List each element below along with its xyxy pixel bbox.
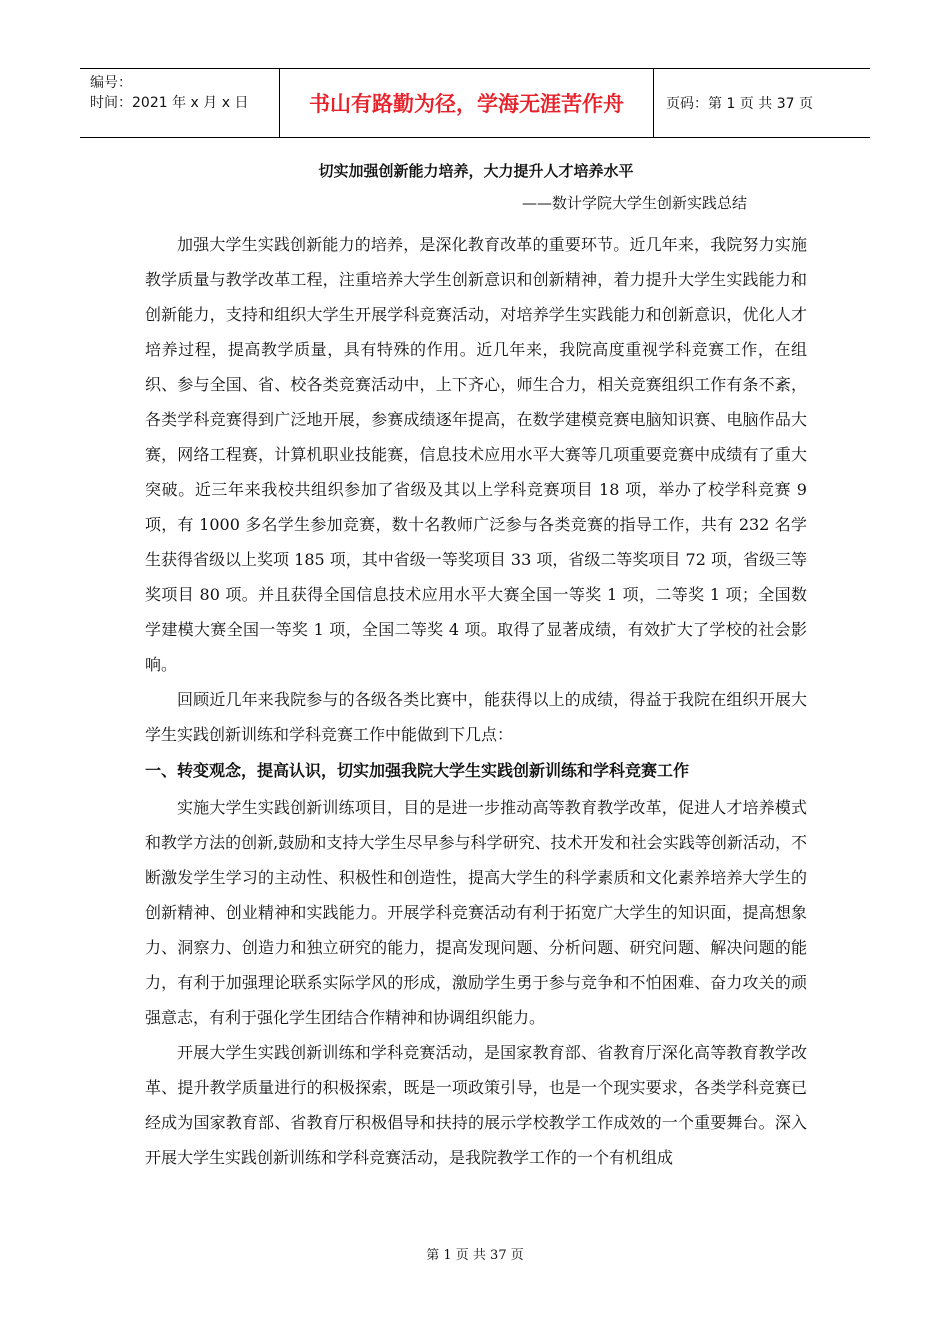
document-header [80,68,870,138]
document-subtitle: ——数计学院大学生创新实践总结 [521,194,747,212]
paragraph: 实施大学生实践创新训练项目，目的是进一步推动高等教育教学改革，促进人才培养模式和教学方法的创新,鼓励和支持大学生尽早参与科学研究、技术开发和社会实践等创新活动，不断激发学生学习的主动性、积极性和创造性，提高大学生的科学素质和文化素养培养大学生的创新精神、创业精神和实践能力。开展学科竞赛活动有利于拓宽广大学生的知识面，提高想象力、洞察力、创造力和独立研究的能力，提高发现问题、分析问题、研究问题、解决问题的能力，有利于加强理论联系实际学风的形成，激励学生勇于参与竞争和不怕困难、奋力攻关的顽强意志，有利于强化学生团结合作精神和协调组织能力。 [145,798,807,1027]
document-body [145,155,807,1175]
paragraph: 回顾近几年来我院参与的各级各类比赛中，能获得以上的成绩，得益于我院在组织开展大学生实践创新训练和学科竞赛工作中能做到下几点： [145,690,807,744]
section-heading: 一、转变观念，提高认识，切实加强我院大学生实践创新训练和学科竞赛工作 [145,761,690,780]
header-page-info: 页码：第 1 页 共 37 页 [666,96,813,112]
page-footer: 第 1 页 共 37 页 [426,1248,524,1263]
paragraph: 加强大学生实践创新能力的培养，是深化教育改革的重要环节。近几年来，我院努力实施教学质量与教学改革工程，注重培养大学生创新意识和创新精神，着力提升大学生实践能力和创新能力，支持和组织大学生开展学科竞赛活动，对培养学生实践能力和创新意识，优化人才培养过程，提高教学质量，具有特殊的作用。近几年来，我院高度重视学科竞赛工作，在组织、参与全国、省、校各类竞赛活动中，上下齐心，师生合力，相关竞赛组织工作有条不紊，各类学科竞赛得到广泛地开展，参赛成绩逐年提高，在数学建模竞赛电脑知识赛、电脑作品大赛，网络工程赛，计算机职业技能赛，信息技术应用水平大赛等几项重要竞赛中成绩有了重大突破。近三年来我校共组织参加了省级及其以上学科竞赛项目 18 项，举办了校学科竞赛 9 项，有 1000 多名学生参加竞赛，数十名教师广泛参与各类竞赛的指导工作，共有 232 名学生获得省级以上奖项 185 项，其中省级一等奖项目 33 项，省级二等奖项目 72 项，省级三等奖项目 80 项。并且获得全国信息技术应用水平大赛全国一等奖 1 项，二等奖 1 项；全国数学建模大赛全国一等奖 1 项，全国二等奖 4 项。取得了显著成绩，有效扩大了学校的社会影响。 [145,235,807,674]
document-title: 切实加强创新能力培养，大力提升人才培养水平 [318,162,634,180]
paragraph: 开展大学生实践创新训练和学科竞赛活动，是国家教育部、省教育厅深化高等教育教学改革、提升教学质量进行的积极探索，既是一项政策引导，也是一个现实要求，各类学科竞赛已经成为国家教育部、省教育厅积极倡导和扶持的展示学校教学工作成效的一个重要舞台。深入开展大学生实践创新训练和学科竞赛活动，是我院教学工作的一个有机组成 [145,1043,807,1167]
header-meta [80,69,280,137]
number-label: 编号： [90,75,132,91]
time-label: 时间：2021 年 x 月 x 日 [90,95,249,111]
header-motto: 书山有路勤为径，学海无涯苦作舟 [280,69,654,137]
